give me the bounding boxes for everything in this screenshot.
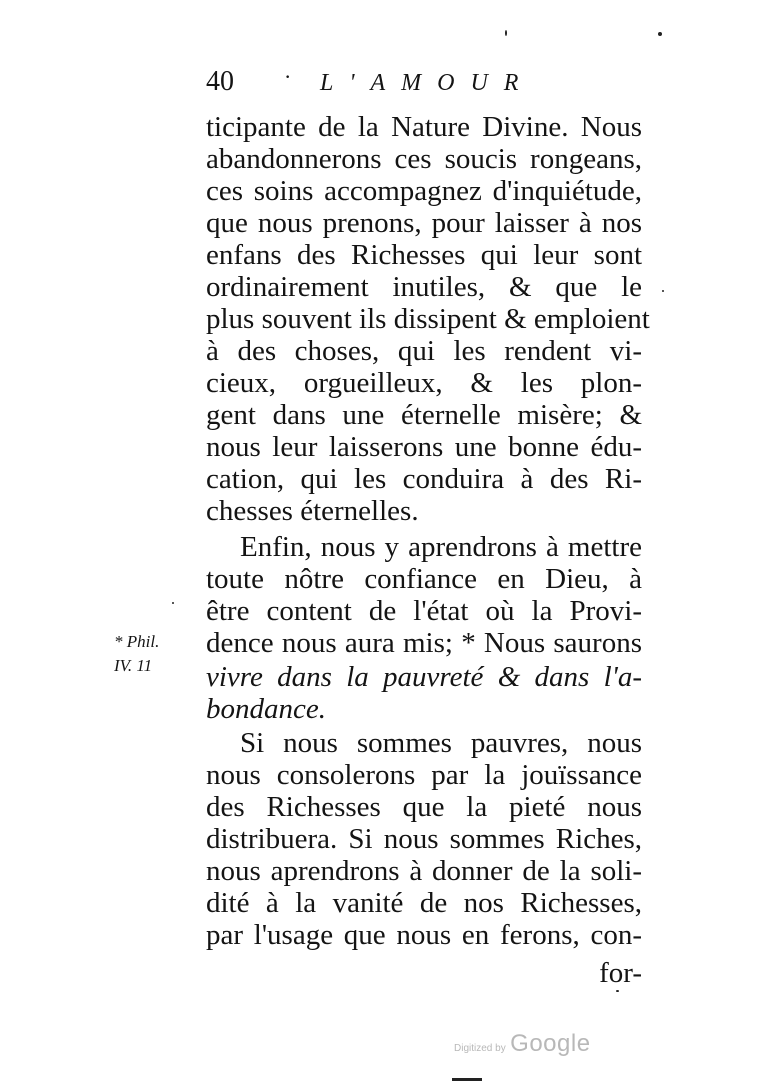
text-line: dence nous aura mis; * Nous saurons	[206, 627, 642, 659]
text-line: ordinairement inutiles, & que le	[206, 271, 642, 303]
text-line: que nous prenons, pour laisser à nos	[206, 207, 642, 239]
text-line: nous leur laisserons une bonne édu-	[206, 431, 642, 463]
header-separator: ·	[284, 64, 292, 89]
running-title: L'AMOUR	[320, 70, 535, 96]
text-line: toute nôtre confiance en Dieu, à	[206, 563, 642, 595]
text-line: par l'usage que nous en ferons, con-	[206, 919, 642, 951]
ink-speck	[172, 602, 174, 604]
text-line: enfans des Richesses qui leur sont	[206, 239, 642, 271]
text-line: ces soins accompagnez d'inquiétude,	[206, 175, 642, 207]
text-line: nous aprendrons à donner de la soli-	[206, 855, 642, 887]
text-line: abandonnerons ces soucis rongeans,	[206, 143, 642, 175]
text-line: distribuera. Si nous sommes Riches,	[206, 823, 642, 855]
text-line: bondance.	[206, 693, 326, 725]
ink-speck	[658, 32, 662, 36]
watermark-brand: Google	[510, 1030, 591, 1057]
text-line: ticipante de la Nature Divine. Nous	[206, 111, 642, 143]
digitization-watermark	[454, 1030, 591, 1058]
text-line: cation, qui les conduira à des Ri-	[206, 463, 642, 495]
page-number: 40	[206, 66, 234, 97]
page-edge-mark	[452, 1078, 482, 1081]
text-line: cieux, orgueilleux, & les plon-	[206, 367, 642, 399]
text-line: nous consolerons par la jouïssance	[206, 759, 642, 791]
text-line: des Richesses que la pieté nous	[206, 791, 642, 823]
text-line: Enfin, nous y aprendrons à mettre	[240, 531, 642, 563]
text-line: à des choses, qui les rendent vi-	[206, 335, 642, 367]
text-line: être content de l'état où la Provi-	[206, 595, 642, 627]
text-line: vivre dans la pauvreté & dans l'a-	[206, 661, 642, 693]
text-line: dité à la vanité de nos Richesses,	[206, 887, 642, 919]
margin-note-reference: * Phil.	[114, 632, 160, 651]
text-line: chesses éternelles.	[206, 495, 419, 527]
ink-speck	[662, 290, 664, 292]
text-line: plus souvent ils dissipent & emploient	[206, 303, 650, 335]
catchword: for-	[599, 957, 642, 989]
text-line: gent dans une éternelle misère; &	[206, 399, 642, 431]
ink-speck	[616, 990, 619, 992]
watermark-prefix: Digitized by	[454, 1043, 506, 1054]
ink-speck	[505, 30, 507, 36]
margin-note-chapter: IV. 11	[114, 656, 153, 675]
page-header	[206, 66, 536, 106]
text-line: Si nous sommes pauvres, nous	[240, 727, 642, 759]
